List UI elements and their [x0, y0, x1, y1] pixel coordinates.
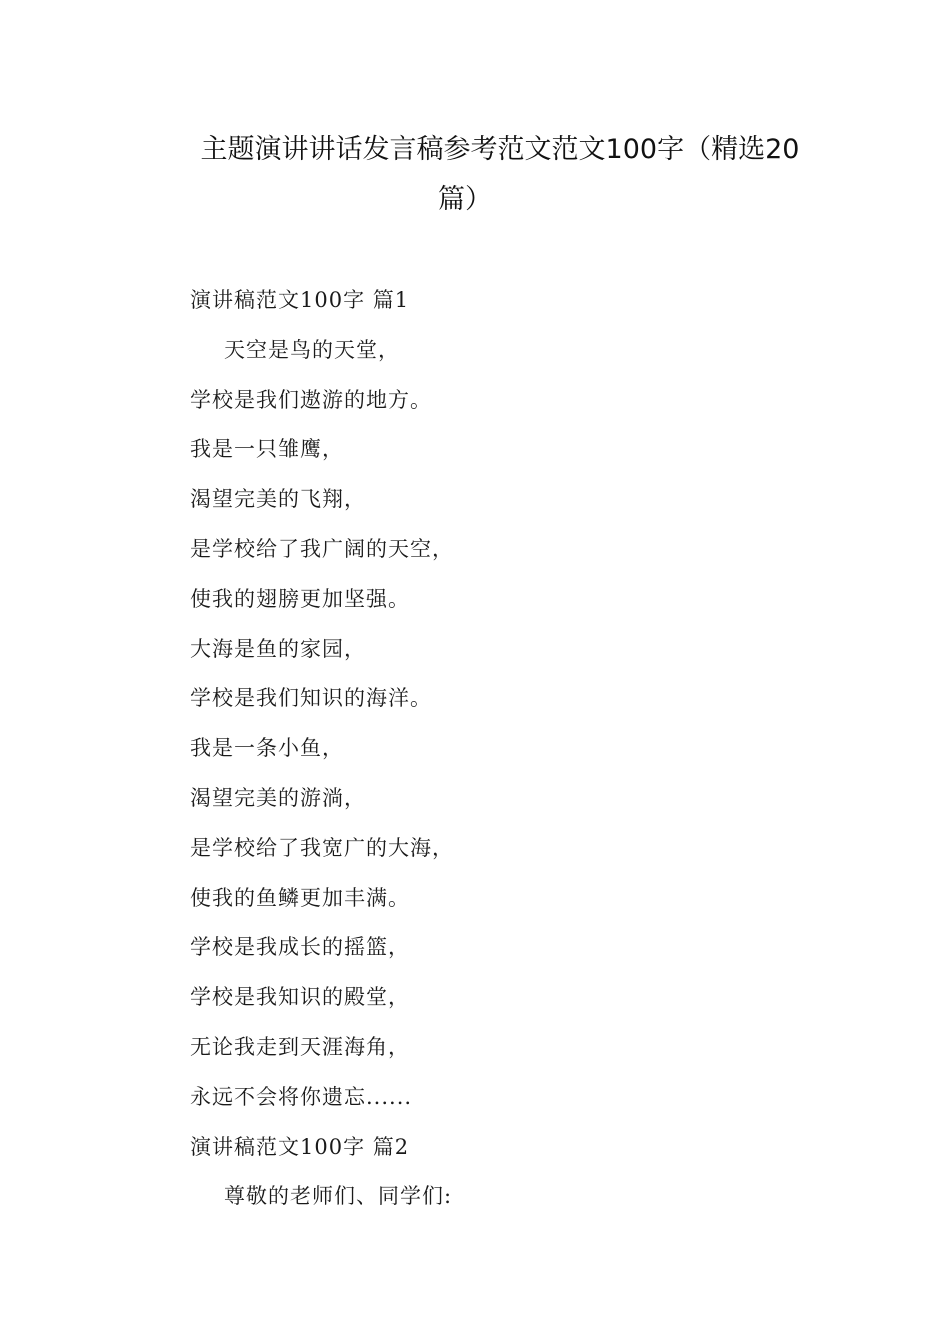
- text-line: 使我的翅膀更加坚强。: [190, 586, 410, 611]
- text-line: 演讲稿范文100字 篇2: [190, 1134, 410, 1159]
- text-line: 尊敬的老师们、同学们:: [224, 1184, 453, 1209]
- text-line: 使我的鱼鳞更加丰满。: [190, 885, 410, 910]
- text-line: 学校是我们知识的海洋。: [190, 686, 432, 711]
- text-line: 演讲稿范文100字 篇1: [190, 288, 410, 312]
- text-line: 我是一只雏鹰，: [190, 437, 344, 462]
- text-line: 永远不会将你遗忘......: [190, 1084, 413, 1109]
- text-line: 学校是我知识的殿堂，: [190, 985, 410, 1010]
- text-line: 是学校给了我宽广的大海，: [190, 835, 454, 860]
- text-line: 渴望完美的飞翔，: [190, 487, 366, 512]
- text-line: 是学校给了我广阔的天空，: [190, 536, 454, 561]
- text-line: 天空是鸟的天堂，: [224, 337, 400, 362]
- document-title-line-1: 主题演讲讲话发言稿参考范文范文100字（精选20: [200, 134, 800, 165]
- document-title-line-2: 篇）: [438, 184, 492, 215]
- document-body: [190, 285, 830, 1231]
- text-line: 学校是我成长的摇篮，: [190, 935, 410, 960]
- text-line: 大海是鱼的家园，: [190, 636, 366, 661]
- text-line: 无论我走到天涯海角，: [190, 1034, 410, 1059]
- text-line: 学校是我们遨游的地方。: [190, 387, 432, 412]
- text-line: 我是一条小鱼，: [190, 736, 344, 761]
- text-line: 渴望完美的游淌，: [190, 785, 366, 810]
